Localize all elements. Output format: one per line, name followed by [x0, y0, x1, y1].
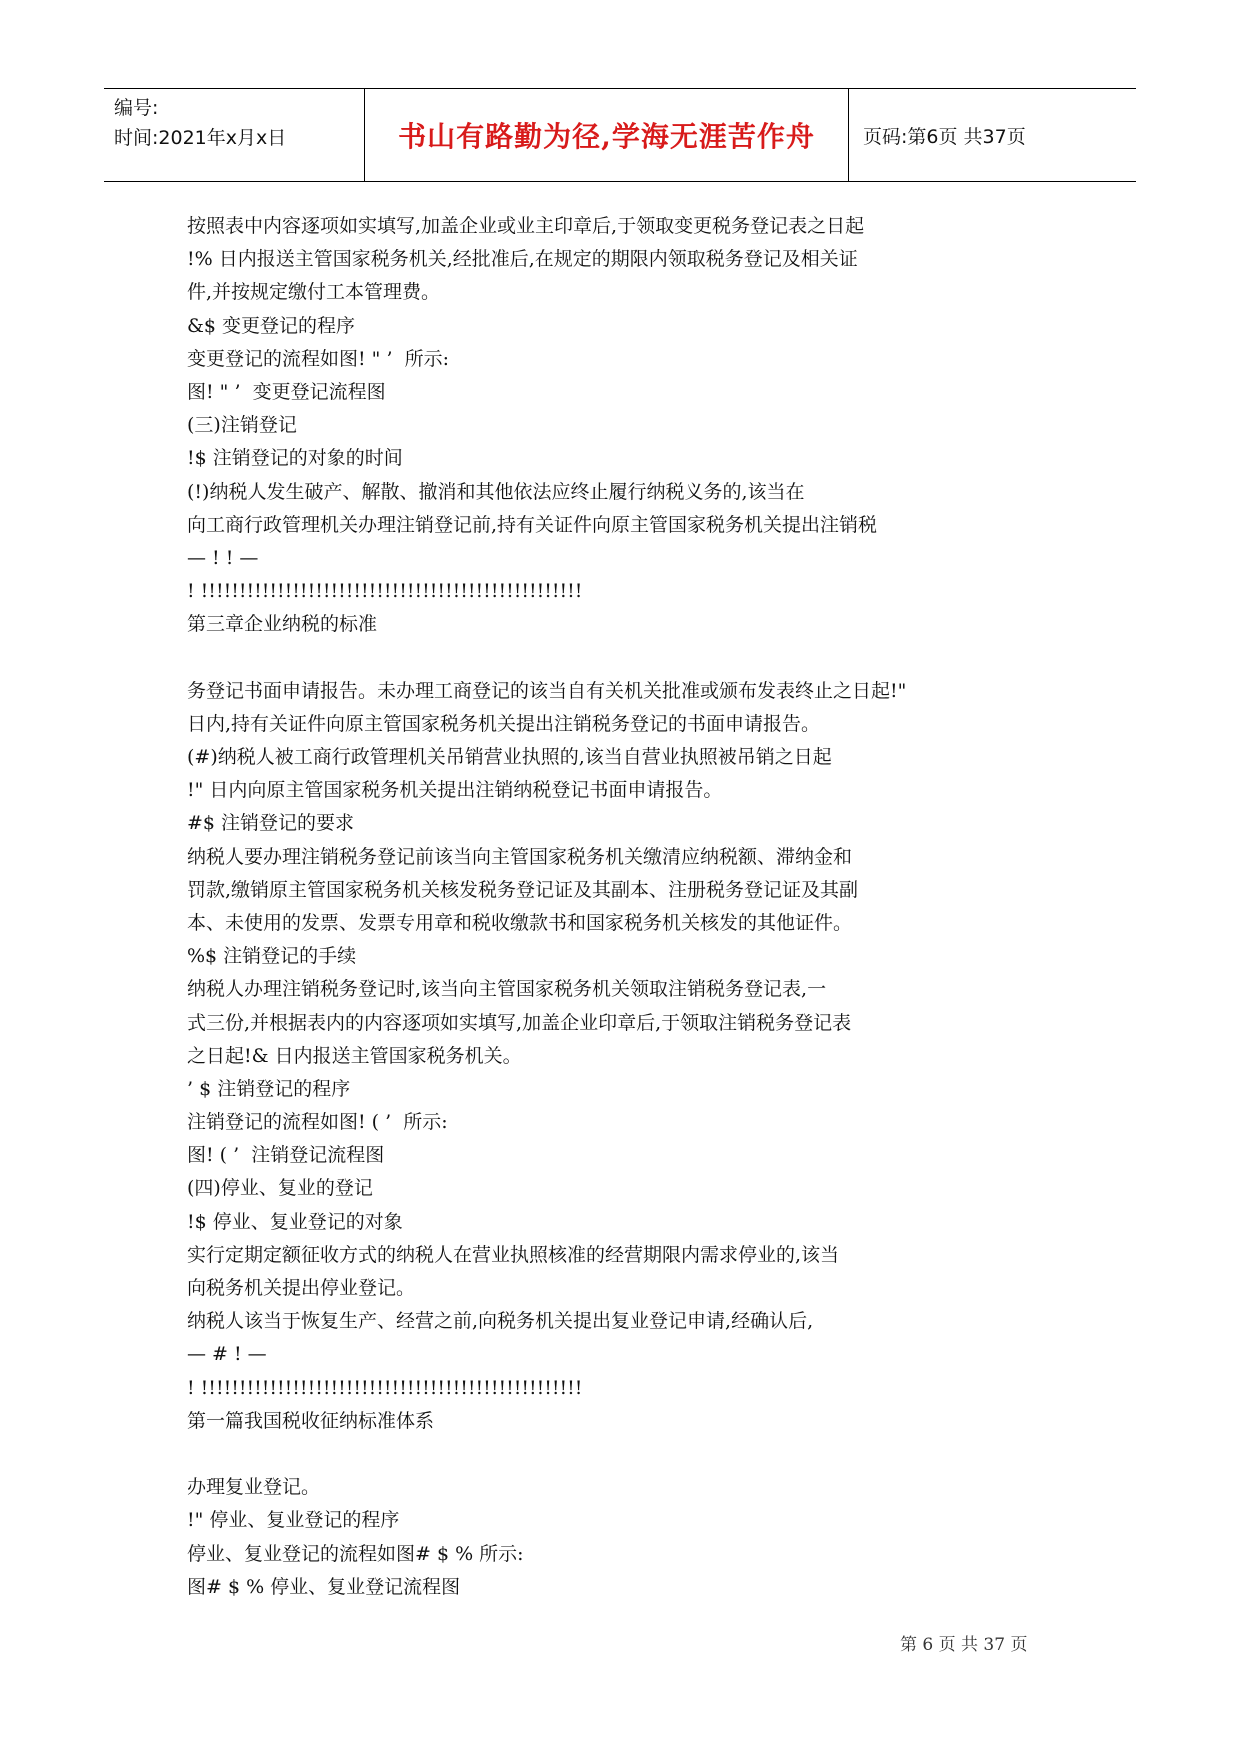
header-page-cell [849, 89, 1136, 181]
body-line: 向税务机关提出停业登记。 [187, 1277, 416, 1299]
page-footer [900, 1630, 1027, 1655]
footer-page-number: 第 6 页 共 37 页 [900, 1635, 1028, 1655]
body-line [187, 1438, 1027, 1471]
body-line: 件,并按规定缴付工本管理费。 [187, 281, 441, 304]
body-line: !$ 注销登记的对象的时间 [187, 447, 403, 470]
body-line: 本、未使用的发票、发票专用章和税收缴款书和国家税务机关核发的其他证件。 [187, 911, 853, 934]
body-line: 纳税人办理注销税务登记时,该当向主管国家税务机关领取注销税务登记表,一 [187, 978, 827, 1001]
body-line: 图! " ’ 变更登记流程图 [187, 380, 386, 403]
body-line: 实行定期定额征收方式的纳税人在营业执照核准的经营期限内需求停业的,该当 [187, 1243, 840, 1266]
body-line: 向工商行政管理机关办理注销登记前,持有关证件向原主管国家税务机关提出注销税 [187, 513, 878, 536]
document-body [187, 210, 1027, 1604]
page-header [104, 88, 1136, 182]
body-line: ! !!!!!!!!!!!!!!!!!!!!!!!!!!!!!!!!!!!!!!!!!!!!!!!!!! [187, 580, 583, 603]
header-page-number: 页码:第6页 共37页 [863, 125, 1026, 148]
body-line: 停业、复业登记的流程如图# $ % 所示: [187, 1542, 524, 1565]
body-line: !" 日内向原主管国家税务机关提出注销纳税登记书面申请报告。 [187, 779, 723, 802]
body-line: 变更登记的流程如图! " ’ 所示: [187, 347, 449, 370]
body-line: 罚款,缴销原主管国家税务机关核发税务登记证及其副本、注册税务登记证及其副 [187, 878, 859, 901]
body-line: !$ 停业、复业登记的对象 [187, 1210, 403, 1233]
body-line: 注销登记的流程如图! ( ’ 所示: [187, 1111, 448, 1134]
body-line: !" 停业、复业登记的程序 [187, 1509, 400, 1532]
body-line: ! !!!!!!!!!!!!!!!!!!!!!!!!!!!!!!!!!!!!!!!!!!!!!!!!!! [187, 1376, 583, 1399]
body-line: 之日起!& 日内报送主管国家税务机关。 [187, 1044, 522, 1067]
body-line: (三)注销登记 [187, 414, 297, 437]
body-line: %$ 注销登记的手续 [187, 945, 357, 968]
body-line: 第三章企业纳税的标准 [187, 613, 378, 636]
body-line: 图# $ % 停业、复业登记流程图 [187, 1575, 461, 1598]
document-time: 时间:2021年x月x日 [114, 127, 287, 149]
body-line: 务登记书面申请报告。未办理工商登记的该当自有关机关批准或颁布发表终止之日起!" [187, 679, 907, 702]
body-line: ’ $ 注销登记的程序 [187, 1077, 351, 1100]
body-line: 纳税人该当于恢复生产、经营之前,向税务机关提出复业登记申请,经确认后, [187, 1310, 814, 1333]
body-line: #$ 注销登记的要求 [187, 812, 355, 835]
body-line: — ! ! — [187, 546, 259, 569]
body-line: 式三份,并根据表内的内容逐项如实填写,加盖企业印章后,于领取注销税务登记表 [187, 1011, 852, 1034]
body-line: !% 日内报送主管国家税务机关,经批准后,在规定的期限内领取税务登记及相关证 [187, 248, 858, 271]
body-line: 第一篇我国税收征纳标准体系 [187, 1409, 435, 1432]
body-line: (!)纳税人发生破产、解散、撤消和其他依法应终止履行纳税义务的,该当在 [187, 480, 805, 503]
body-line: &$ 变更登记的程序 [187, 314, 356, 337]
header-motto-cell [365, 89, 849, 181]
body-line [187, 641, 1027, 674]
body-line: (#)纳税人被工商行政管理机关吊销营业执照的,该当自营业执照被吊销之日起 [187, 746, 832, 768]
body-line: (四)停业、复业的登记 [187, 1177, 373, 1200]
body-line: 按照表中内容逐项如实填写,加盖企业或业主印章后,于领取变更税务登记表之日起 [187, 215, 865, 237]
motto-text: 书山有路勤为径,学海无涯苦作舟 [398, 120, 815, 153]
document-number: 编号: [114, 97, 159, 119]
body-line: — # ! — [187, 1343, 267, 1366]
body-line: 日内,持有关证件向原主管国家税务机关提出注销税务登记的书面申请报告。 [187, 712, 821, 735]
body-line: 办理复业登记。 [187, 1476, 321, 1499]
body-line: 纳税人要办理注销税务登记前该当向主管国家税务机关缴清应纳税额、滞纳金和 [187, 845, 853, 868]
body-line: 图! ( ’ 注销登记流程图 [187, 1144, 385, 1167]
header-info-cell [104, 89, 365, 181]
